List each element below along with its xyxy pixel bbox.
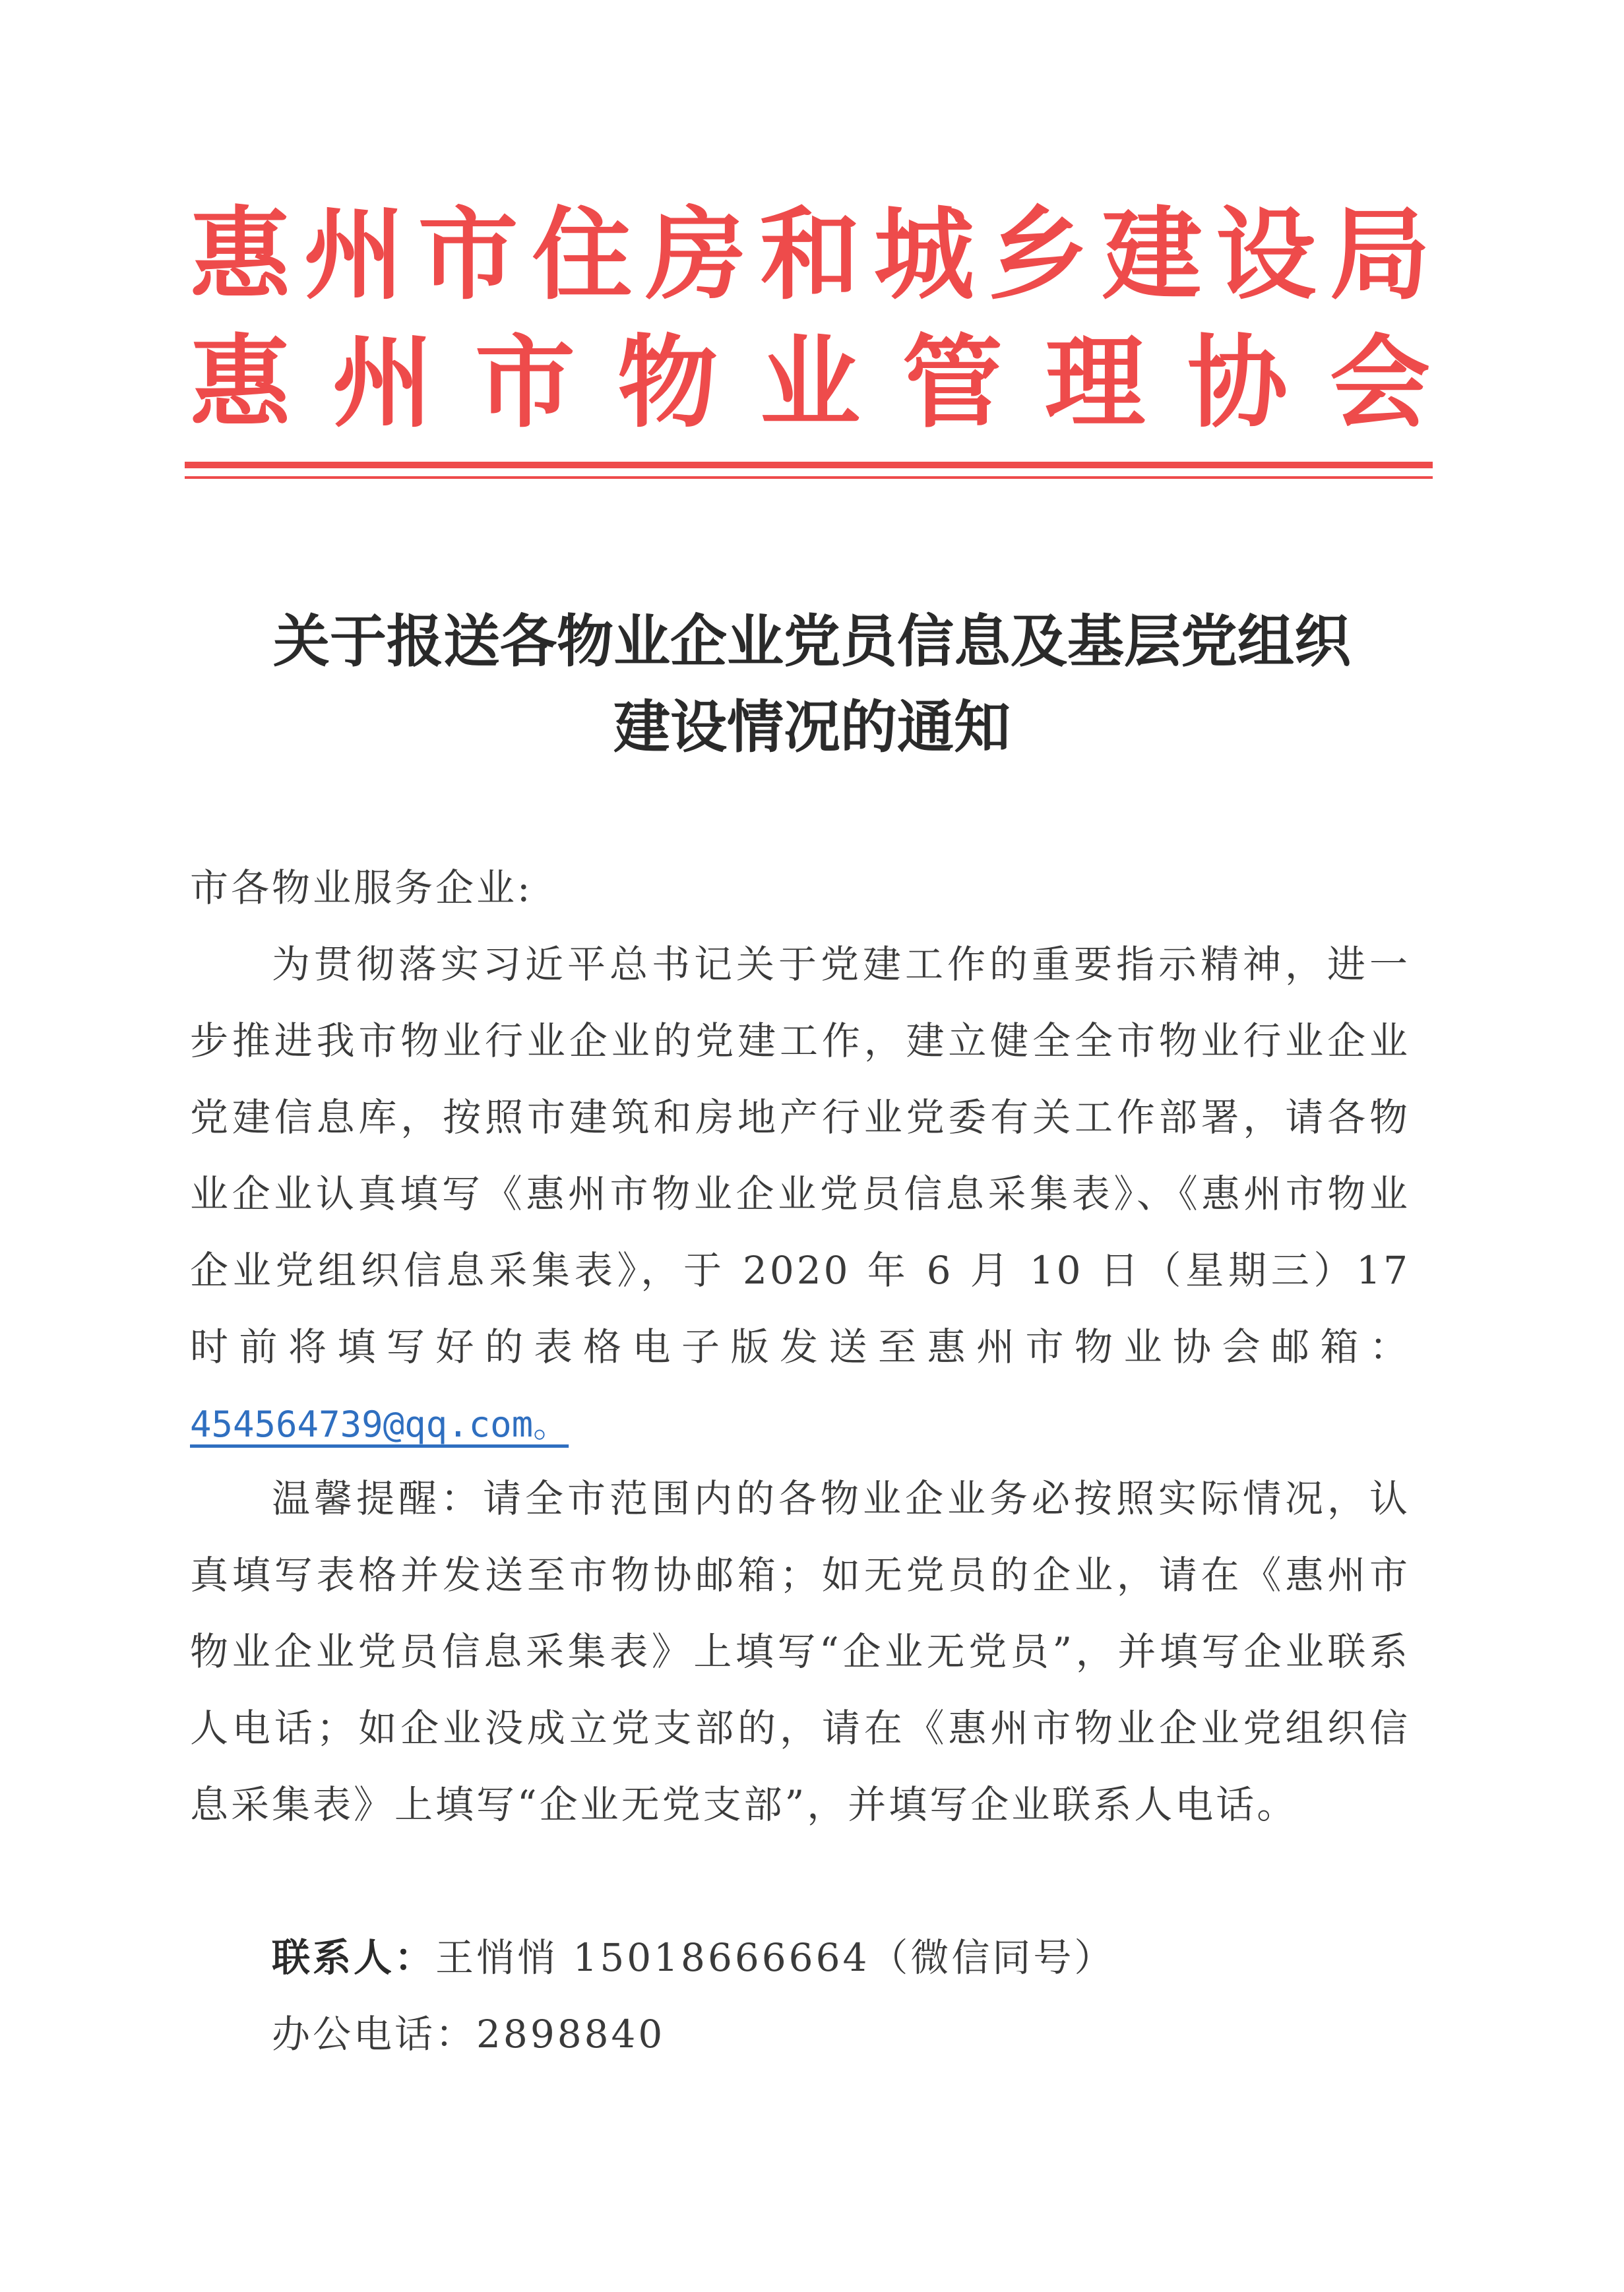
paragraph-1-text: 为贯彻落实习近平总书记关于党建工作的重要指示精神，进一步推进我市物业行业企业的党建工作，建立健全全市物业行业企业党建信息库，按照市建筑和房地产行业党委有关工作部署，请各物业企业认真填写《惠州市物业企业党员信息采集表》、《惠州市物业企业党组织信息采集表》，于 2020 年 6 月 10 日（星期三）17 时前将填写好的表格电子版发送至惠州市物业协会邮箱： (190, 942, 1410, 1369)
contact-person-label: 联系人： (272, 1935, 436, 1980)
salutation: 市各物业服务企业: (190, 865, 533, 910)
body-paragraph-1 (190, 926, 1410, 1463)
office-phone-label: 办公电话： (272, 2012, 477, 2057)
office-phone-line (272, 1996, 665, 2072)
org-header-housing-bureau: 惠州市住房和城乡建设局 (190, 195, 1430, 313)
email-link[interactable]: 454564739@qq.com。 (190, 1404, 569, 1445)
org-header-property-association: 惠州市物业管理协会 (190, 323, 1430, 441)
header-divider-thick (185, 462, 1433, 468)
body-paragraph-2-reminder: 温馨提醒：请全市范围内的各物业企业务必按照实际情况，认真填写表格并发送至市物协邮箱；如无党员的企业，请在《惠州市物业企业党员信息采集表》上填写“企业无党员”，并填写企业联系人电话；如企业没成立党支部的，请在《惠州市物业企业党组织信息采集表》上填写“企业无党支部”，并填写企业联系人电话。 (190, 1476, 1410, 1827)
contact-person-line (272, 1919, 1115, 1996)
header-divider-thin (185, 476, 1433, 479)
notice-title-line-1: 关于报送各物业企业党员信息及基层党组织 (273, 608, 1351, 675)
notice-title-line-2: 建设情况的通知 (613, 694, 1011, 760)
contact-person-value: 王悄悄 15018666664（微信同号） (435, 1935, 1115, 1980)
office-phone-value: 2898840 (476, 2012, 666, 2057)
